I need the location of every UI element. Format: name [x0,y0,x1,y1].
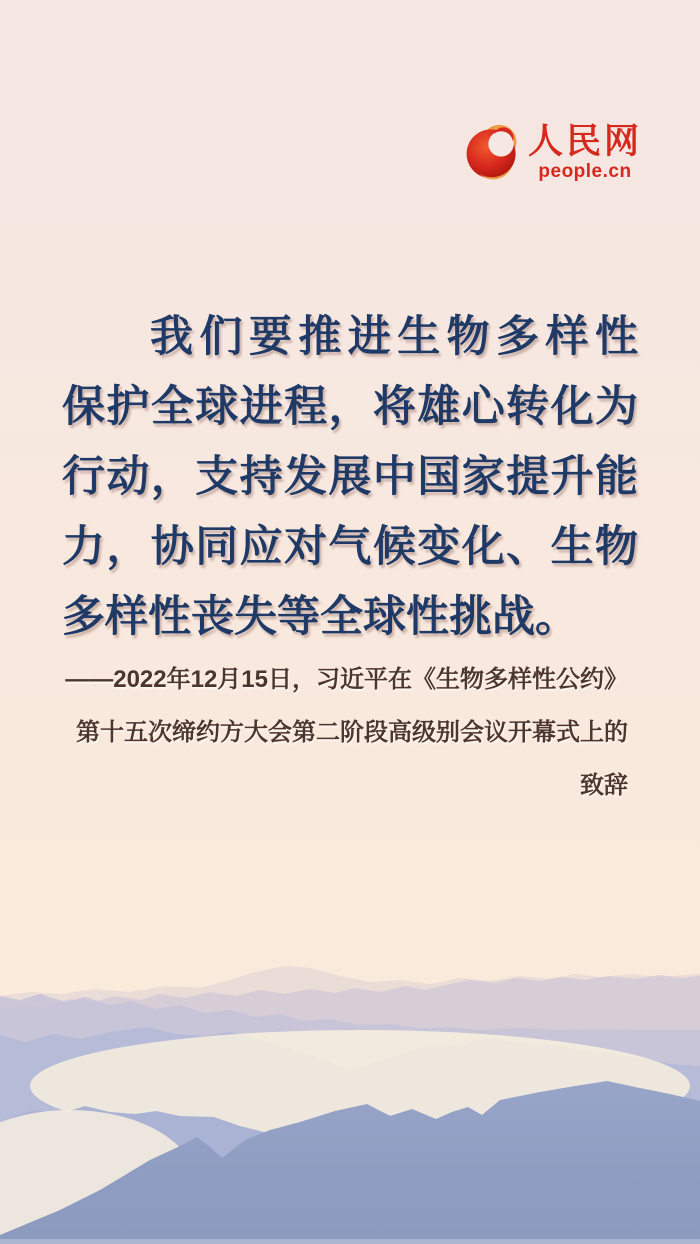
quote-line-5: 多样性丧失等全球性挑战。 [62,593,578,641]
quote-attribution [60,653,628,812]
people-cn-swirl-icon [463,123,521,181]
quote-block [62,302,638,652]
people-cn-logo [463,123,642,182]
quote-line-1: 我们要推进生物多样性 [150,313,638,361]
attribution-line-1: ——2022年12月15日，习近平在《生物多样性公约》 [65,666,628,693]
attribution-line-3: 致辞 [580,772,628,799]
quote-line-2: 保护全球进程，将雄心转化为 [62,383,638,431]
mountain-landscape-image [0,884,700,1244]
quote-line-3: 行动，支持发展中国家提升能 [62,453,638,501]
logo-domain-name: people.cn [538,161,632,182]
quote-line-4: 力，协同应对气候变化、生物 [62,523,638,571]
bottom-light-strip [0,1239,700,1244]
logo-text [528,123,642,182]
attribution-line-2: 第十五次缔约方大会第二阶段高级别会议开幕式上的 [76,719,628,746]
logo-chinese-name: 人民网 [527,122,642,161]
